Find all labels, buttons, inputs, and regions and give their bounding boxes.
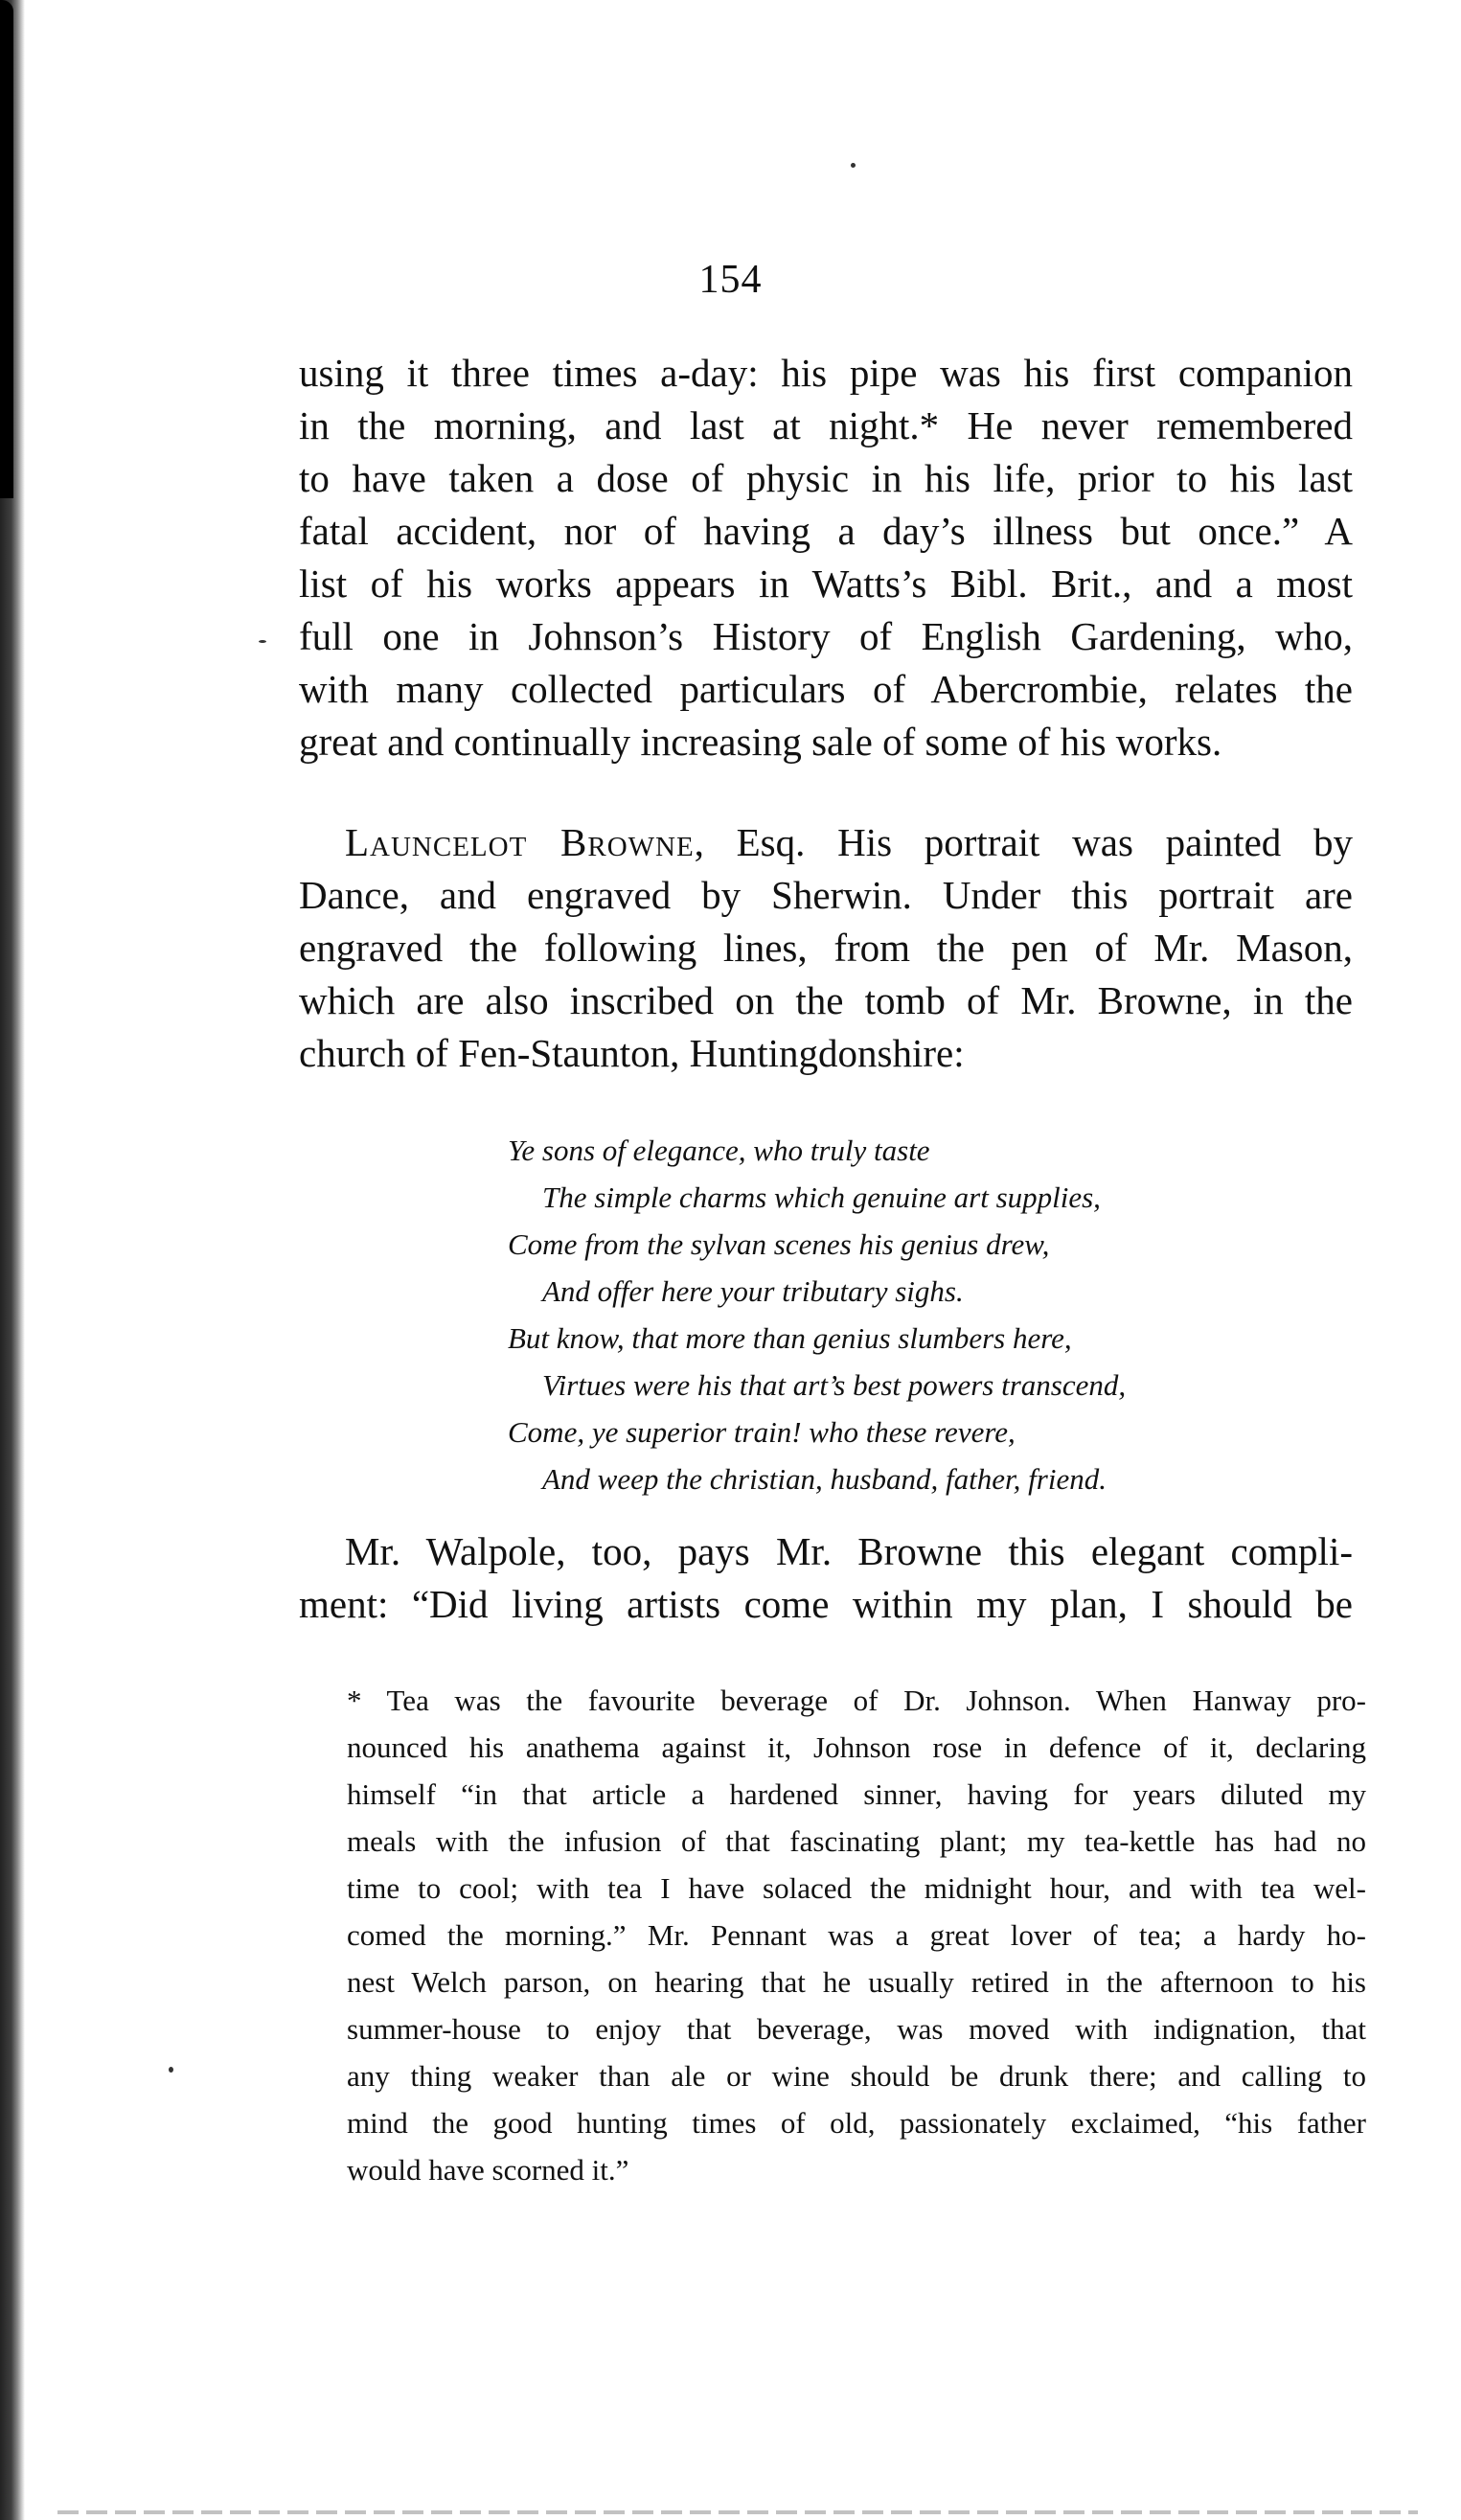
- footnote-line: mind the good hunting times of old, passionately exclaimed, “his father: [347, 2106, 1366, 2140]
- footnote-line: meals with the infusion of that fascinating plant; my tea-kettle has had no: [347, 1824, 1366, 1858]
- text-fragment: , Esq. His portrait was painted by: [694, 820, 1353, 864]
- poem-verse: The simple charms which genuine art supplies,: [542, 1180, 1101, 1214]
- epitaph-poem: [508, 1127, 1332, 1502]
- footnote-line: summer-house to enjoy that beverage, was moved with indignation, that: [347, 2012, 1366, 2046]
- paragraph-browne: [299, 816, 1353, 1080]
- paragraph-walpole: [299, 1525, 1353, 1631]
- text-line: in the morning, and last at night.* He never remembered: [299, 403, 1353, 447]
- ink-speck: [851, 163, 856, 168]
- poem-verse: But know, that more than genius slumbers here,: [508, 1321, 1072, 1355]
- ink-speck: [169, 2067, 173, 2073]
- poem-verse: Virtues were his that art’s best powers transcend,: [542, 1368, 1127, 1402]
- text-line: engraved the following lines, from the pen of Mr. Mason,: [299, 926, 1353, 970]
- scan-bottom-edge: [57, 2510, 1418, 2514]
- footnote-line: would have scorned it.”: [347, 2153, 629, 2187]
- page-number: 154: [698, 258, 763, 302]
- poem-verse: Ye sons of elegance, who truly taste: [508, 1134, 930, 1167]
- text-line: which are also inscribed on the tomb of Mr. Browne, in the: [299, 978, 1353, 1022]
- poem-verse: Come from the sylvan scenes his genius drew,: [508, 1227, 1050, 1261]
- footnote-line: comed the morning.” Mr. Pennant was a great lover of tea; a hardy ho-: [347, 1918, 1366, 1952]
- footnote-line: time to cool; with tea I have solaced the midnight hour, and with tea wel-: [347, 1871, 1366, 1905]
- text-line: Mr. Walpole, too, pays Mr. Browne this elegant compli-: [345, 1529, 1353, 1573]
- ink-speck: [259, 640, 266, 643]
- footnote-line: nest Welch parson, on hearing that he usually retired in the afternoon to his: [347, 1965, 1366, 1999]
- footnote-line: nounced his anathema against it, Johnson rose in defence of it, declaring: [347, 1730, 1366, 1764]
- entry-name: Launcelot Browne: [345, 820, 695, 864]
- text-line: full one in Johnson’s History of English Gardening, who,: [299, 614, 1353, 658]
- paragraph-abercrombie: [299, 347, 1353, 768]
- binding-shadow: [0, 0, 13, 498]
- text-line: list of his works appears in Watts’s Bibl. Brit., and a most: [299, 561, 1353, 606]
- text-line: church of Fen-Staunton, Huntingdonshire:: [299, 1031, 965, 1075]
- text-line: Dance, and engraved by Sherwin. Under this portrait are: [299, 873, 1353, 917]
- footnote-line: * Tea was the favourite beverage of Dr. Johnson. When Hanway pro-: [347, 1684, 1366, 1717]
- footnote-line: himself “in that article a hardened sinner, having for years diluted my: [347, 1777, 1366, 1811]
- text-line: to have taken a dose of physic in his life, prior to his last: [299, 456, 1353, 500]
- footnote-tea: [347, 1677, 1366, 2193]
- footnote-line: any thing weaker than ale or wine should be drunk there; and calling to: [347, 2059, 1366, 2093]
- poem-verse: Come, ye superior train! who these revere,: [508, 1415, 1016, 1449]
- text-line: ment: “Did living artists come within my plan, I should be: [299, 1582, 1353, 1626]
- poem-verse: And weep the christian, husband, father, friend.: [542, 1462, 1107, 1496]
- text-line: with many collected particulars of Abercrombie, relates the: [299, 667, 1353, 711]
- text-line: great and continually increasing sale of some of his works.: [299, 720, 1222, 764]
- text-line: using it three times a-day: his pipe was his first companion: [299, 351, 1353, 395]
- text-line: fatal accident, nor of having a day’s illness but once.” A: [299, 509, 1353, 553]
- text-line: [299, 816, 1353, 869]
- poem-verse: And offer here your tributary sighs.: [542, 1274, 964, 1308]
